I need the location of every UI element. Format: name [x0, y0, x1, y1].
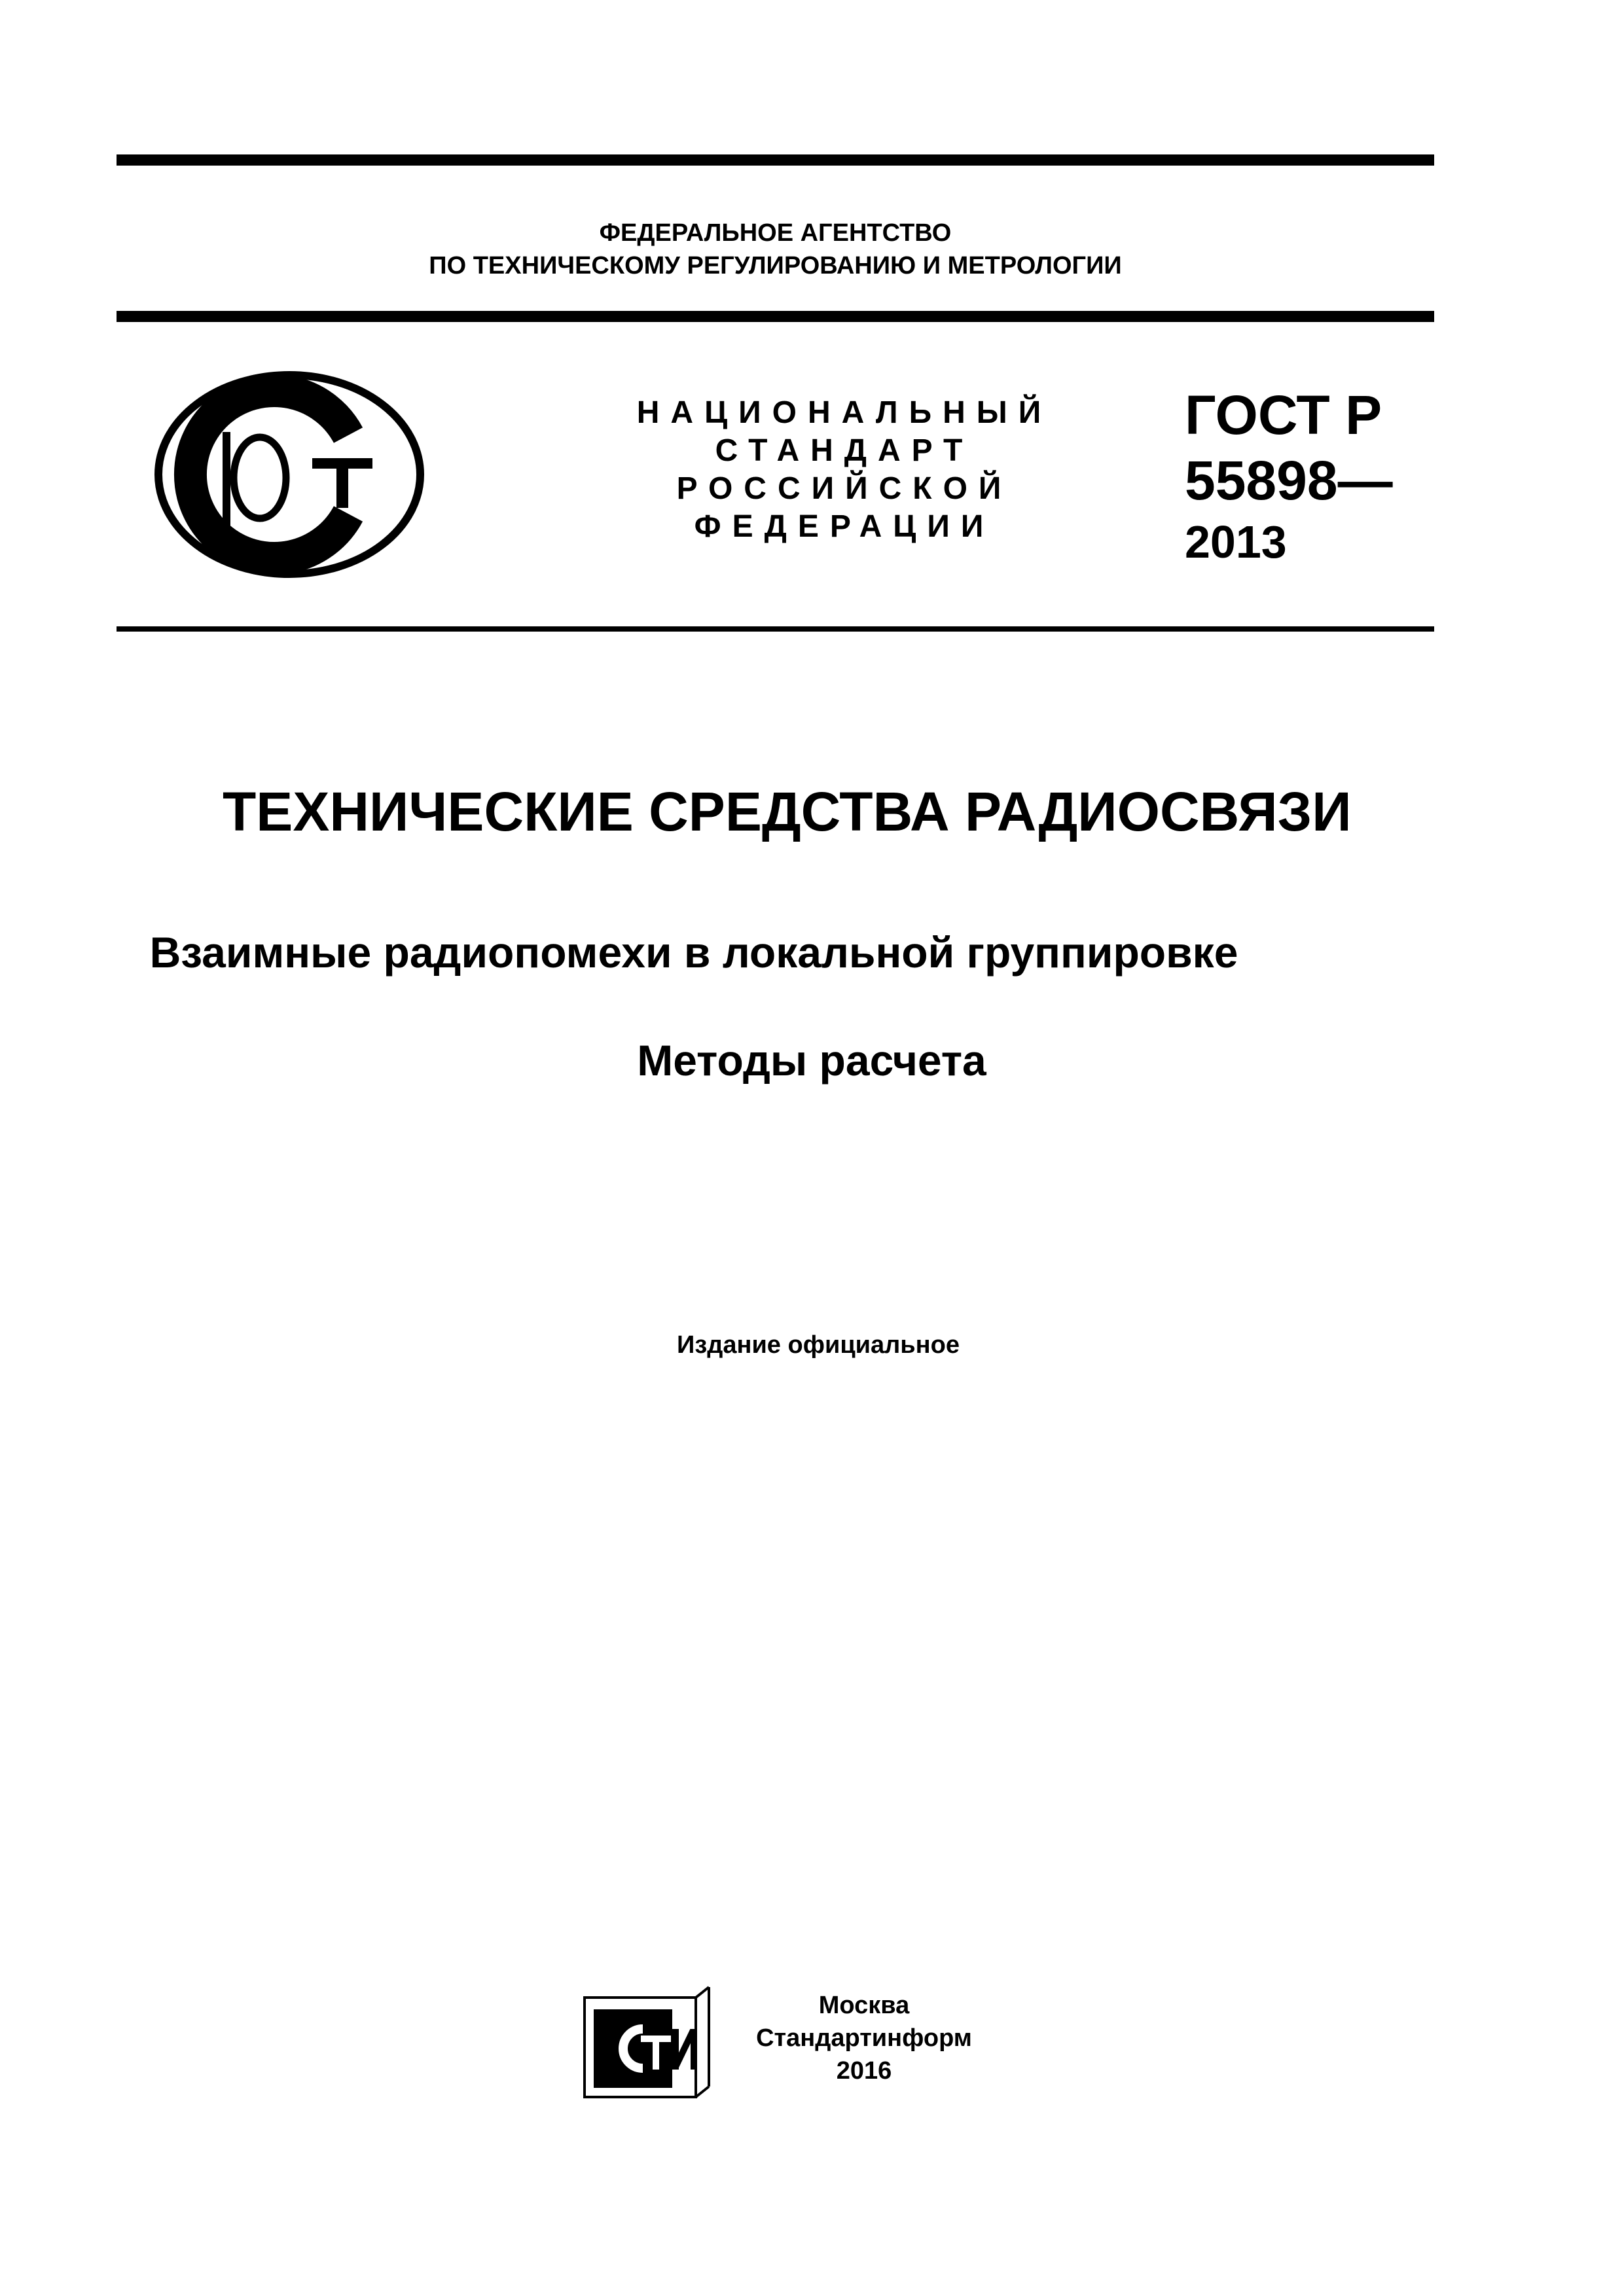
- subtitle-1: Взаимные радиопомехи в локальной группировке: [149, 928, 1238, 977]
- standartinform-sti-logo-icon: [581, 1983, 712, 2101]
- agency-line-2: ПО ТЕХНИЧЕСКОМУ РЕГУЛИРОВАНИЮ И МЕТРОЛОГИИ: [429, 252, 1122, 279]
- top-rule: [117, 154, 1434, 166]
- designation-line-3: 2013: [1185, 516, 1287, 567]
- subtitle-2: Методы расчета: [637, 1036, 986, 1085]
- publisher-name: Стандартинформ: [756, 2024, 972, 2052]
- national-standard-line-4: ФЕДЕРАЦИИ: [694, 509, 995, 544]
- middle-rule: [117, 311, 1434, 322]
- edition-note: Издание официальное: [677, 1331, 960, 1359]
- bottom-rule: [117, 626, 1434, 632]
- publisher-city: Москва: [818, 1992, 910, 2019]
- national-standard-line-3: РОССИЙСКОЙ: [676, 471, 1013, 506]
- agency-line-1: ФЕДЕРАЛЬНОЕ АГЕНТСТВО: [599, 219, 952, 247]
- designation-line-1: ГОСТ Р: [1185, 384, 1382, 446]
- national-standard-line-1: НАЦИОНАЛЬНЫЙ: [636, 395, 1053, 430]
- rst-certification-mark-icon: [152, 367, 427, 583]
- publication-year: 2016: [836, 2057, 892, 2085]
- national-standard-line-2: СТАНДАРТ: [715, 433, 974, 468]
- designation-line-2: 55898—: [1185, 450, 1393, 511]
- main-title: ТЕХНИЧЕСКИЕ СРЕДСТВА РАДИОСВЯЗИ: [223, 781, 1352, 842]
